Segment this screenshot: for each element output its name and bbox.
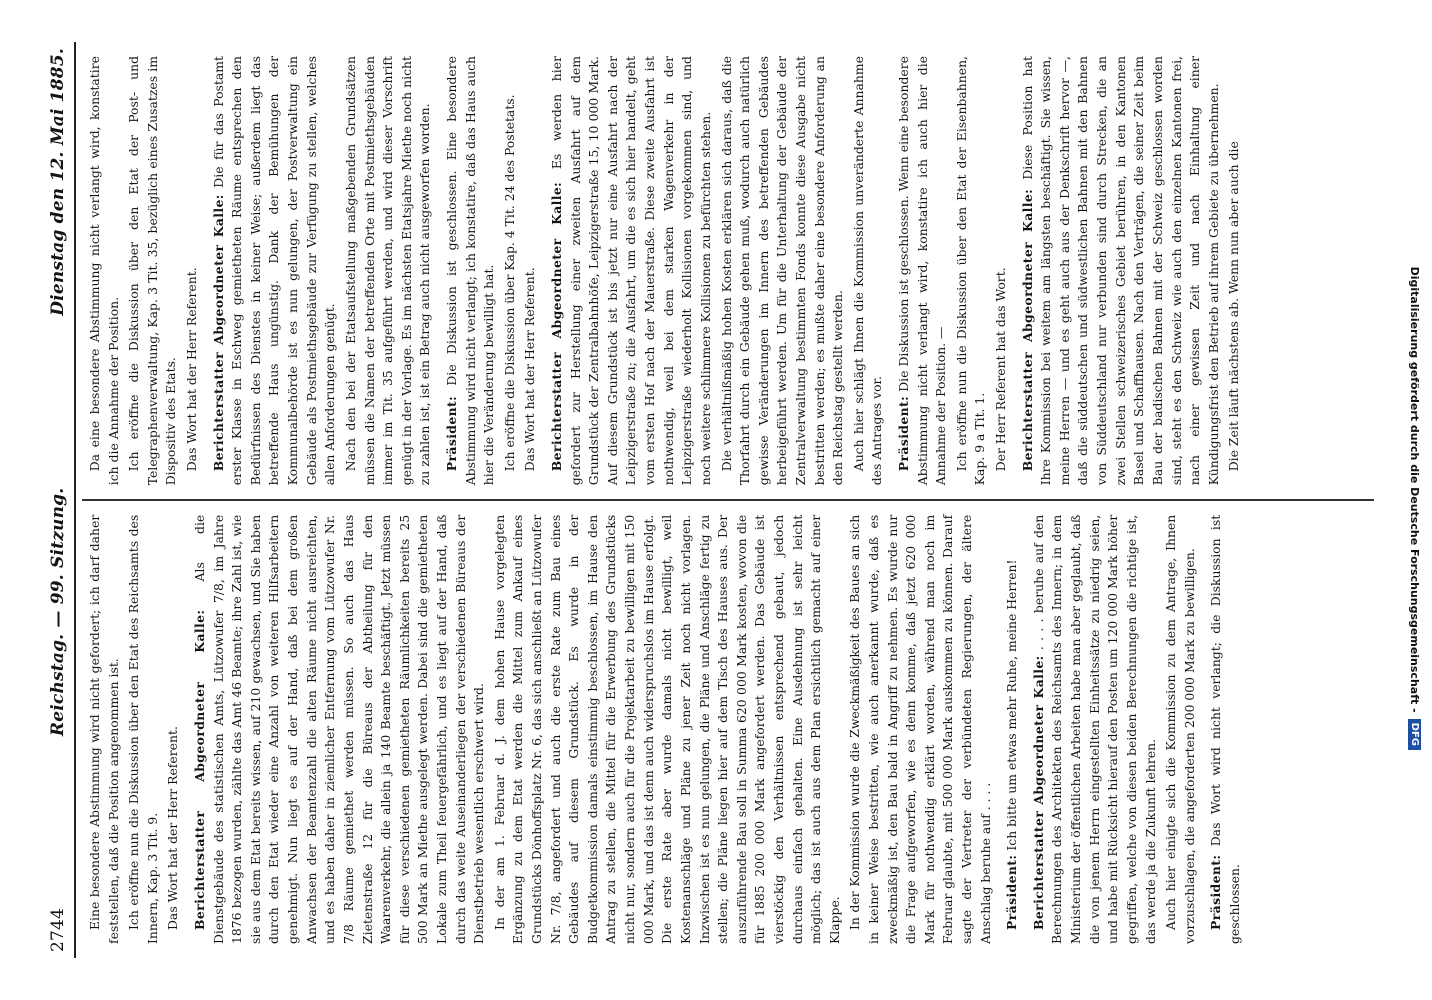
text-paragraph: Das Wort hat der Herr Referent.: [522, 267, 538, 472]
text-columns: [82, 42, 1374, 958]
speaker-name: Präsident:: [895, 395, 911, 472]
page-header: [48, 42, 76, 958]
credit-text: Digitalisierung gefördert durch die Deutsche Forschungsgemeinschaft -: [1408, 266, 1422, 713]
speech-paragraph: [548, 56, 715, 485]
text-paragraph: Nach den bei der Etatsaufstellung maßgebenden Grundsätzen müssen die Namen der betreffenden Orte mit Postmiethsgebäuden immer im Tit. 35 aufgeführt werden, und wird dieser Vorschrift genügt in der Vorlage. Es im nächsten Etatsjahre Miethe noch nicht zu zahlen ist, ist ein Betrag auch nicht ausgeworfen worden.: [342, 56, 433, 486]
speech-paragraph: [1030, 515, 1160, 944]
text-paragraph: Der Herr Referent hat das Wort.: [993, 267, 1009, 472]
right-column: [82, 42, 1374, 499]
speaker-name: Berichterstatter Abgeordneter Kalle:: [192, 609, 208, 930]
speech-text: . . . . beruhe auf den Berechnungen des Architekten des Reichsamts des Innern; in dem Ministerium der öffentlichen Arbeiten habe man aber geglaubt, daß die von jenem Herrn eingestellten Einheitssätze zu niedrig seien, und habe mit Rücksicht hierauf den Posten um 120 000 Mark höher gegriffen, welche von diesen beiden Berechnungen die richtige ist, das werde ja die Zukunft lehren.: [1030, 514, 1158, 944]
speech-text: Das Wort wird nicht verlangt; die Diskussion ist geschlossen.: [1208, 514, 1242, 944]
document-page: [20, 20, 1400, 980]
text-paragraph: Ich eröffne die Diskussion über den Etat der Post- und Telegraphenverwaltung, Kap. 3 Tit. 35, bezüglich eines Zusatzes im Dispositiv des Etats.: [126, 56, 179, 486]
text-paragraph: Das Wort hat der Herr Referent.: [165, 726, 181, 930]
page-number: 2744: [48, 907, 68, 952]
left-column: [82, 501, 1374, 958]
text-paragraph: Auch hier schlägt Ihnen die Kommission unveränderte Annahme des Antrages vor.: [850, 56, 885, 486]
speech-paragraph: [443, 56, 499, 485]
speech-paragraph: [1003, 515, 1022, 944]
speech-text: Die für das Postamt erster Klasse in Eschweg gemietheten Räume entsprechen den Bedürfnissen des Dienstes in keiner Weise; außerdem liegt das betreffende Haus ungünstig. Dank der Bemühungen der Kommunalbehörde ist es nun gelungen, der Postverwaltung ein Gebäude als Postmiethsgebäude zur Verfügung zu stellen, welches allen Anforderungen genügt.: [210, 56, 338, 486]
column-divider: [82, 499, 1374, 501]
session-date: Dienstag den 12. Mai 1885.: [48, 48, 68, 316]
text-paragraph: Da eine besondere Abstimmung nicht verlangt wird, konstatire ich die Annahme der Position.: [87, 56, 121, 486]
speaker-name: Berichterstatter Abgeordneter Kalle:: [549, 181, 565, 472]
speech-text: Die Diskussion ist geschlossen. Wenn eine besondere Abstimmung nicht verlangt wird, konstatire ich auch hier die Annahme der Position. —: [895, 56, 949, 486]
speech-text: Es werden hier gefordert zur Herstellung einer zweiten Ausfahrt auf dem Grundstück der Zentralbahnhöfe, Leipzigerstraße 15, 10 000 Mark. Auf diesem Grundstück ist bis jetzt nur eine Ausfahrt nach der Leipzigerstraße zu; die Ausfahrt, um die es sich hier handelt, geht vom ersten Hof nach der Mauerstraße. Diese zweite Ausfahrt ist nothwendig, weil bei dem starken Wagenverkehr in der Leipzigerstraße wiederholt Kollisionen vorgekommen sind, und noch weitere schlimmere Kollisionen zu befürchten stehen.: [549, 56, 713, 486]
speech-text: Ich bitte um etwas mehr Ruhe, meine Herren!: [1004, 559, 1020, 851]
text-paragraph: Ich eröffne nun die Diskussion über den Etat der Eisenbahnen, Kap. 9 a Tit. 1.: [953, 56, 988, 486]
speech-paragraph: [895, 56, 951, 485]
speech-text: Als die Dienstgebäude des statistischen Amts, Lützowufer 7/8, im Jahre 1876 bezogen wurden, zählte das Amt 46 Beamte; ihre Zahl ist, wie sie aus dem Etat bereits wissen, auf 210 gewachsen, und Sie haben durch den Etat wieder eine Anzahl von weiteren Hilfsarbeitern genehmigt. Nun liegt es auf der Hand, daß bei dem großen Anwachsen der Beamtenzahl die alten Räume nicht ausreichten, und es haben daher in ziemlicher Entfernung vom Lützowufer Nr. 7/8 Räume gemiethet werden müssen. So auch das Haus Zietenstraße 12 für die Büreaus der Abtheilung für den Waarenverkehr, die allein ja 140 Beamte beschäftigt. Jetzt müssen für diese verschiedenen gemietheten Räumlichkeiten bereits 25 500 Mark an Miethe ausgelegt werden. Dabei sind die gemietheten Lokale zum Theil feuergefährlich, und es liegt auf der Hand, daß durch das weite Auseinanderliegen der verschiedenen Büreaus der Dienstbetrieb wesentlich erschwert wird.: [192, 514, 487, 944]
speaker-name: Präsident:: [1004, 854, 1020, 930]
text-paragraph: Ich eröffne die Diskussion über Kap. 4 Tit. 24 des Postetats.: [501, 94, 517, 472]
speech-text: Die Diskussion ist geschlossen. Eine besondere Abstimmung wird nicht verlangt; ich konstatire, daß das Haus auch hier die Veränderung bewilligt hat.: [443, 56, 497, 486]
text-paragraph: Eine besondere Abstimmung wird nicht gefordert; ich darf daher feststellen, daß die Position angenommen ist.: [87, 514, 121, 944]
digitization-credit: [1404, 30, 1426, 750]
speech-paragraph: [191, 515, 489, 944]
speaker-name: Berichterstatter Abgeordneter Kalle:: [1030, 655, 1046, 930]
speaker-name: Präsident:: [443, 395, 459, 472]
text-paragraph: In der Kommission wurde die Zweckmäßigkeit des Baues an sich in keiner Weise bestritten, wie auch anerkannt wurde, daß es zweckmäßig ist, den Bau bald in Angriff zu nehmen. Es wurde nur die Frage aufgeworfen, wie es denn komme, daß jetzt 620 000 Mark für nothwendig erklärt worden, während man noch im Februar glaubte, mit 500 000 Mark auskommen zu können. Darauf sagte der Vertreter der verbündeten Regierungen, der ältere Anschlag beruhe auf . . . .: [847, 514, 993, 944]
speech-paragraph: [1019, 56, 1224, 485]
speech-text: Diese Position hat Ihre Kommission bei weitem am längsten beschäftigt. Sie wissen, meine Herren — und es geht auch aus der Denkschrift hervor —, daß die süddeutschen und südwestlichen Bahnen mit den Bahnen von Süddeutschland nur verbunden sind durch Strecken, die an zwei Stellen schweizerisches Gebiet berühren, in den Kantonen Basel und Schaffhausen. Nach den Verträgen, die seiner Zeit beim Bau der badischen Bahnen mit der Schweiz geschlossen worden sind, steht es den Schweiz wie auch den einzelnen Kantonen frei, nach einer gewissen Zeit und nach Einhaltung einer Kündigungsfrist den Betrieb auf ihrem Gebiete zu übernehmen.: [1019, 56, 1221, 486]
text-paragraph: Auch hier einigte sich die Kommission zu dem Antrage, Ihnen vorzuschlagen, die angeforderten 200 000 Mark zu bewilligen.: [1163, 514, 1197, 944]
text-paragraph: Die Zeit läuft nächstens ab. Wenn nun aber auch die: [1226, 141, 1242, 472]
text-paragraph: Die verhältnißmäßig hohen Kosten erklären sich daraus, daß die Thorfahrt durch ein Gebäude gehen muß, wodurch auch natürlich gewisse Veränderungen im Innern des betreffenden Gebäudes herbeigeführt werden. Um für die Unterhaltung der Gebäude der Zentralverwaltung bestimmten Fonds konnte diese Ausgabe nicht bestritten werden; es mußte daher eine besondere Anforderung an den Reichstag gestellt werden.: [718, 56, 846, 486]
speech-paragraph: [1207, 515, 1244, 944]
session-title: Reichstag. — 99. Sitzung.: [48, 487, 68, 737]
speaker-name: Präsident:: [1208, 854, 1224, 930]
text-paragraph: Ich eröffne nun die Diskussion über den Etat des Reichsamts des Innern, Kap. 3 Tit. 9.: [126, 514, 160, 944]
speaker-name: Berichterstatter Abgeordneter Kalle:: [210, 194, 226, 472]
speaker-name: Berichterstatter Abgeordneter Kalle:: [1019, 188, 1035, 472]
dfg-logo: DFG: [1409, 719, 1422, 750]
text-paragraph: Das Wort hat der Herr Referent.: [184, 267, 200, 472]
speech-paragraph: [210, 56, 340, 485]
text-paragraph: In der am 1. Februar d. J. dem hohen Hause vorgelegten Ergänzung zu dem Etat werden die Mittel zum Ankauf eines Grundstücks Dönhoffsplatz Nr. 6, das sich anschließt an Lützowufer Nr. 7/8, angefordert und auch die erste Rate zum Bau eines Gebäudes auf diesem Grundstück. Es wurde in der Budgetkommission damals einstimmig beschlossen, im Hause den Antrag zu stellen, die Mittel für die Erwerbung des Grundstücks nicht nur, sondern auch für die Projektarbeit zu bewilligen mit 150 000 Mark, und das ist denn auch widerspruchslos im Hause erfolgt. Die erste Rate aber wurde damals nicht bewilligt, weil Kostenanschläge und Pläne zu jener Zeit noch nicht vorlagen. Inzwischen ist es nun gelungen, die Pläne und Anschläge fertig zu stellen; die Pläne liegen hier auf dem Tisch des Hauses aus. Der auszuführende Bau soll in Summa 620 000 Mark kosten, wovon die für 1885 200 000 Mark angefordert werden. Das Gebäude ist vierstöckig den Verhältnissen entsprechend gebaut, jedoch durchaus einfach gehalten. Eine Ausdehnung ist sehr leicht möglich; das ist auch aus dem Plan ersichtlich gemacht auf einer Klappe.: [491, 514, 842, 944]
